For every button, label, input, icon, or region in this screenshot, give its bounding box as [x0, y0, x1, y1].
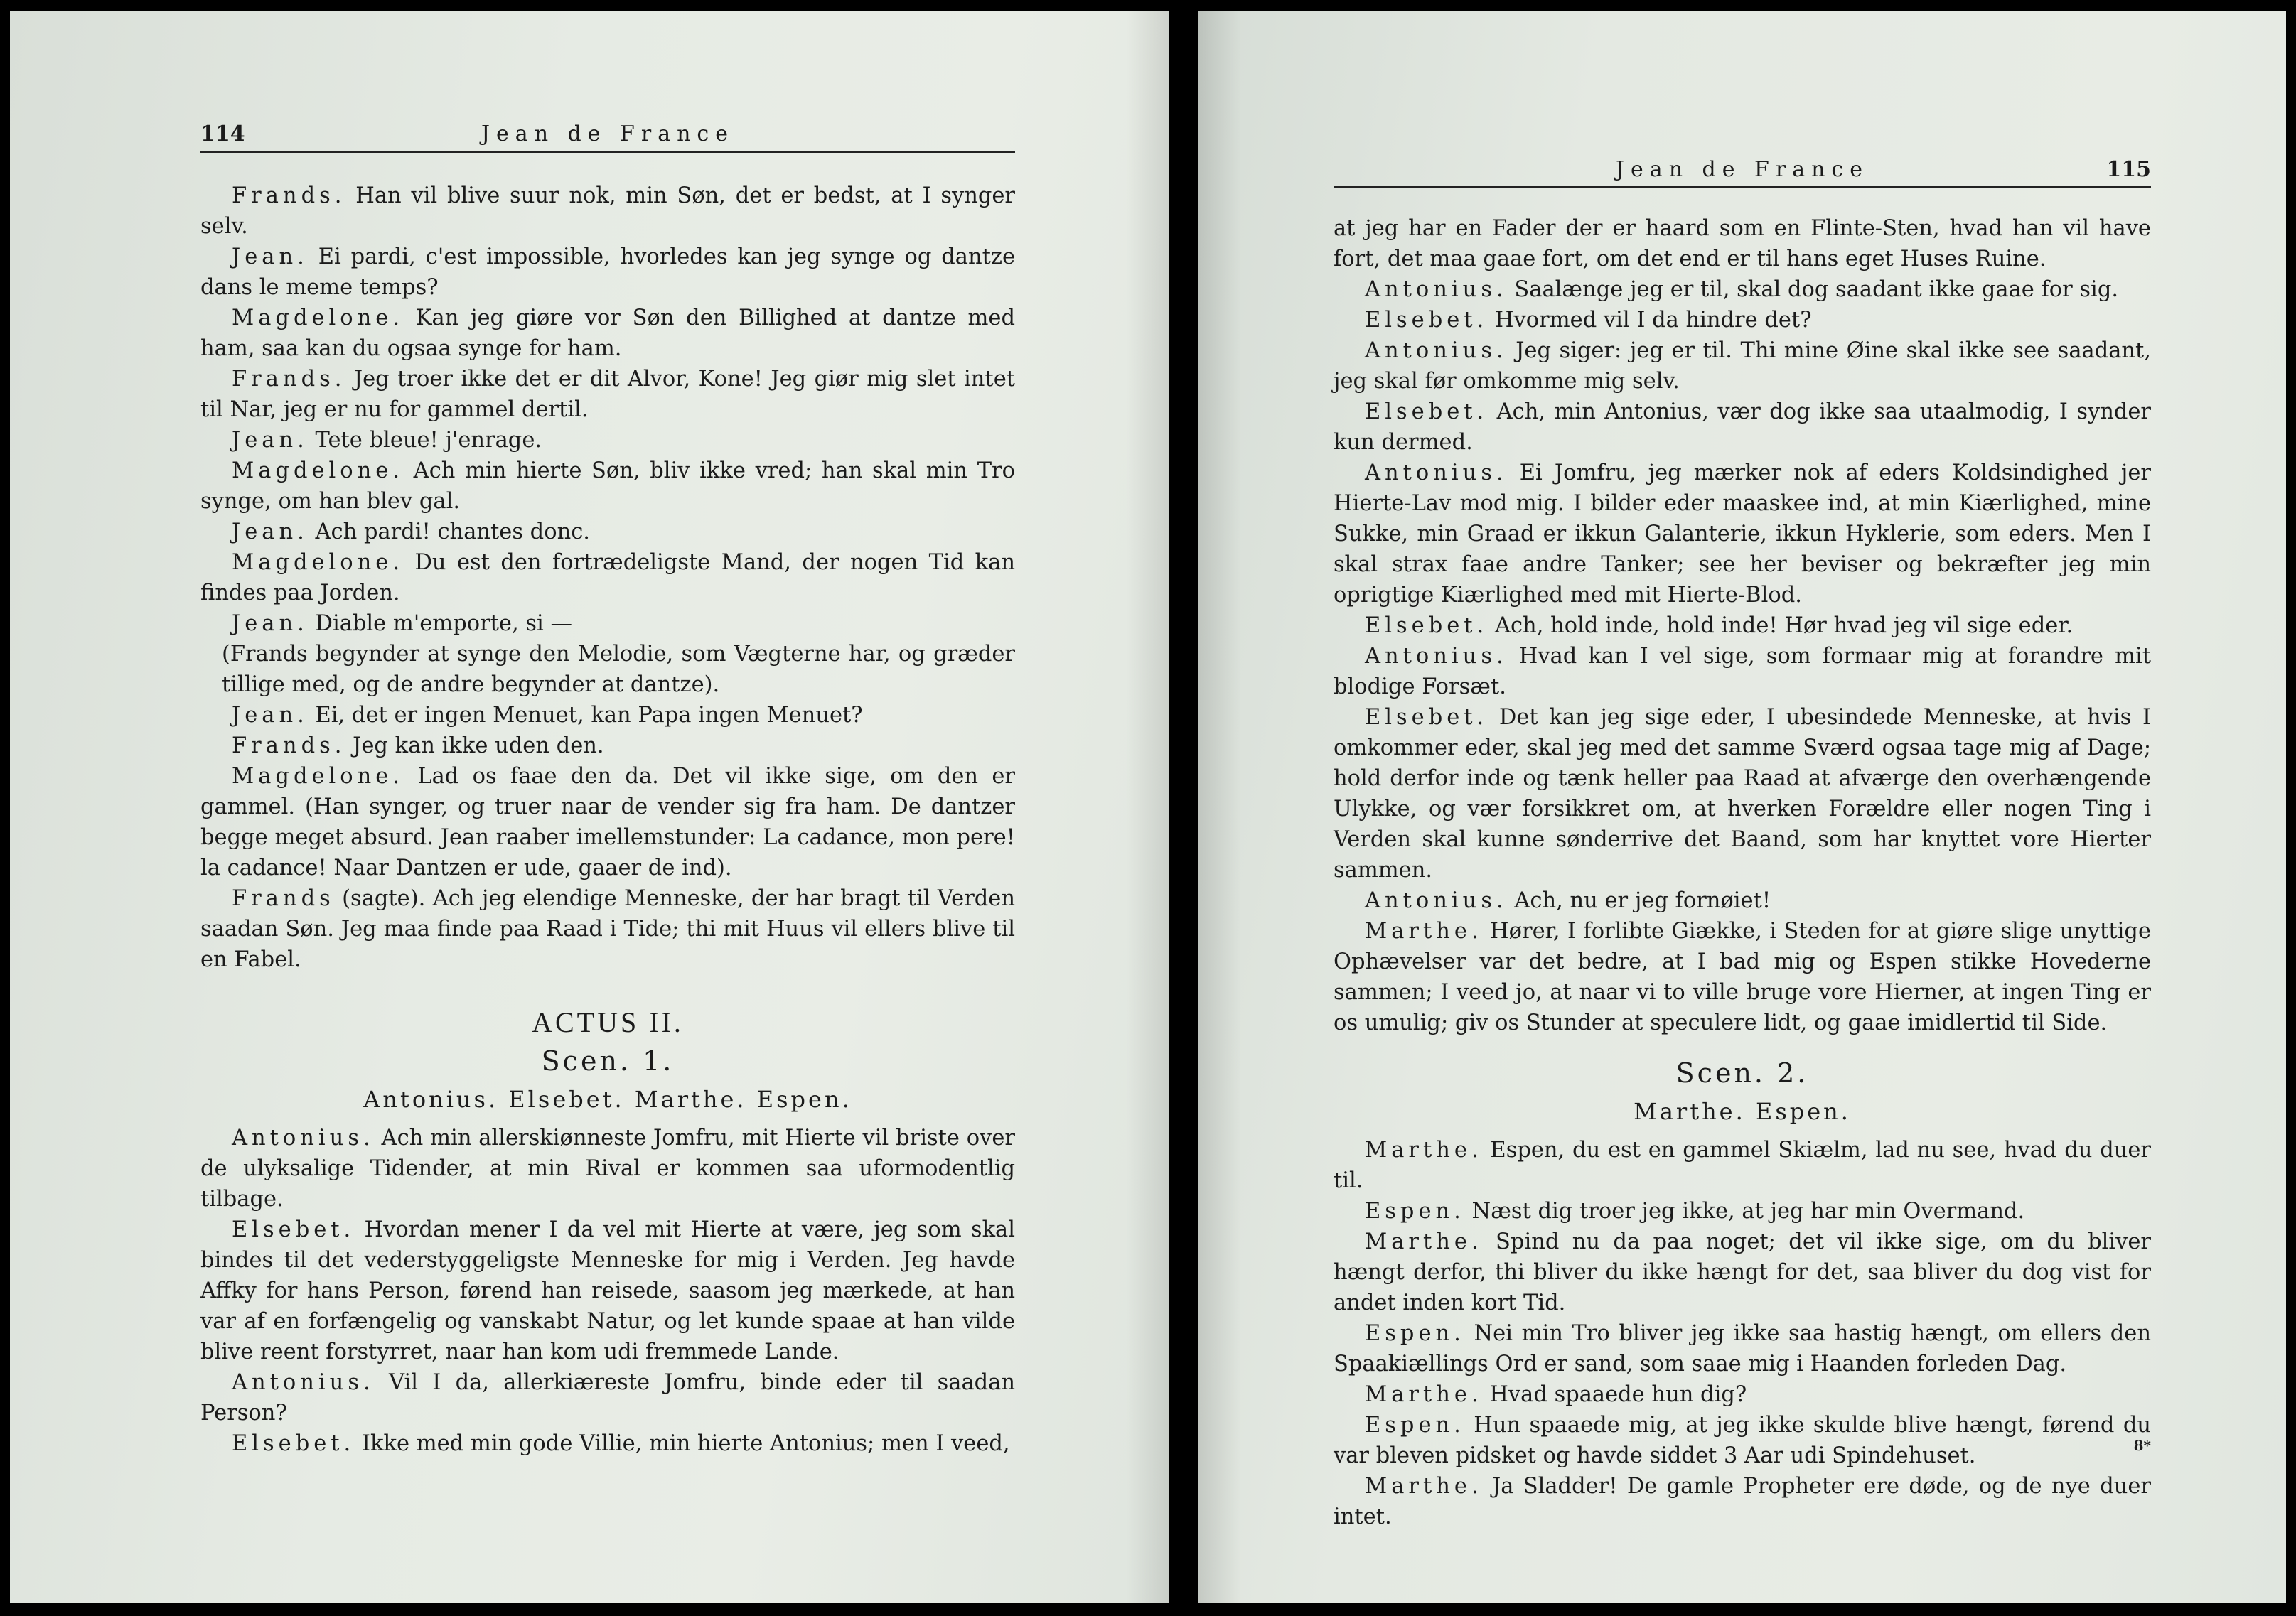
line-text: Nei min Tro bliver jeg ikke saa hastig hængt, om ellers den Spaakiællings Ord er sand, som saae mig i Haanden forleden Dag. [1334, 1321, 2151, 1377]
line-text: Du est den fortrædeligste Mand, der nogen Tid kan findes paa Jorden. [200, 550, 1015, 605]
scene-title: Scen. 1. [541, 1045, 675, 1077]
dialogue-line [200, 731, 1015, 761]
act-title: ACTUS II. [532, 1006, 684, 1038]
dialogue-line [200, 364, 1015, 425]
speaker-name: Marthe. [1365, 1229, 1483, 1254]
scene-title: Scen. 2. [1675, 1057, 1809, 1089]
dialogue-line [200, 242, 1015, 303]
line-text: Ach pardi! chantes donc. [308, 519, 590, 544]
speaker-name: Antonius. [1365, 644, 1508, 669]
dialogue-line [1334, 1471, 2151, 1532]
dialogue-line [1334, 1227, 2151, 1318]
page-number: 114 [200, 122, 245, 146]
dialogue-line [200, 517, 1015, 547]
dialogue-line [1334, 885, 2151, 916]
speaker-name: Elsebet. [1365, 399, 1488, 424]
line-text: Ach, hold inde, hold inde! Hør hvad jeg vil sige eder. [1488, 613, 2074, 638]
speaker-name: Espen. [1365, 1413, 1465, 1438]
speaker-name: Magdelone. [232, 550, 404, 575]
dialogue-line [1334, 610, 2151, 641]
line-text: Diable m'emporte, si — [308, 611, 572, 636]
dialogue-line [200, 425, 1015, 456]
speaker-name: Magdelone. [232, 458, 404, 483]
speaker-name: Espen. [1365, 1199, 1465, 1224]
dialogue-line [200, 1214, 1015, 1367]
dialogue-line [200, 761, 1015, 883]
speaker-name: Antonius. [1365, 888, 1508, 913]
dialogue-line [1334, 397, 2151, 458]
line-text: Tete bleue! j'enrage. [308, 428, 542, 453]
dialogue-line [1334, 702, 2151, 885]
line-text: Espen, du est en gammel Skiælm, lad nu see, hvad du duer til. [1334, 1138, 2151, 1193]
speaker-name: Frands. [232, 183, 346, 208]
line-text: Spind nu da paa noget; det vil ikke sige, om du bliver hængt derfor, thi bliver du ikke hængt for det, saa bliver du dog vist for andet inden kort Tid. [1334, 1229, 2151, 1315]
running-head: Jean de France [481, 122, 734, 146]
text-body [200, 181, 1015, 1459]
signature-mark: 8* [2133, 1437, 2151, 1454]
line-text: Jeg siger: jeg er til. Thi mine Øine skal ikke see saadant, jeg skal før omkomme mig selv. [1334, 338, 2151, 394]
dialogue-line [1334, 1318, 2151, 1379]
dialogue-line [200, 303, 1015, 364]
dialogue-line [1334, 1196, 2151, 1227]
dialogue-line [1334, 641, 2151, 702]
page-number: 115 [2106, 157, 2151, 182]
dialogue-line [200, 700, 1015, 731]
line-text: Han vil blive suur nok, min Søn, det er bedst, at I synger selv. [200, 183, 1015, 239]
line-text: Hun spaaede mig, at jeg ikke skulde blive hængt, førend du var bleven pidsket og havde siddet 3 Aar udi Spindehuset. [1334, 1413, 2151, 1468]
dialogue-line [1334, 458, 2151, 610]
speaker-name: Jean. [232, 703, 309, 728]
line-text: Hvordan mener I da vel mit Hierte at være, jeg som skal bindes til det vederstyggeligste Menneske for mig i Verden. Jeg havde Affky for hans Person, førend han reisede, saasom jeg mærkede, at han var af en forfængelig og vanskabt Natur, og let kunde spaae at han vilde blive reent forstyrret, naar han kom udi fremmede Lande. [200, 1217, 1015, 1364]
speaker-name: Marthe. [1365, 919, 1483, 944]
dialogue-line [200, 181, 1015, 242]
line-text: Hører, I forlibte Giække, i Steden for at giøre slige unyttige Ophævelser var det bedre, at I bad mig og Espen stikke Hovederne sammen; I veed jo, at naar vi to ville bruge vore Hierner, at ingen Ting er os umulig; giv os Stunder at speculere lidt, og gaae imidlertid til Side. [1334, 919, 2151, 1035]
dialogue-line [1334, 916, 2151, 1038]
speaker-name: Antonius. [232, 1370, 375, 1395]
line-text: (sagte). Ach jeg elendige Menneske, der har bragt til Verden saadan Søn. Jeg maa finde paa Raad i Tide; thi mit Huus vil ellers blive til en Fabel. [200, 886, 1015, 972]
dialogue-line [1334, 213, 2151, 274]
dialogue-line [200, 1123, 1015, 1214]
speaker-name: Jean. [232, 611, 309, 636]
speaker-name: Antonius. [1365, 338, 1508, 363]
dialogue-block [200, 1123, 1015, 1459]
speaker-name: Antonius. [232, 1126, 375, 1151]
speaker-name: Frands. [232, 367, 346, 392]
line-text: Hvormed vil I da hindre det? [1488, 308, 1812, 333]
speaker-name: Marthe. [1365, 1138, 1483, 1163]
dialogue-line [200, 639, 1015, 700]
dialogue-line [1334, 335, 2151, 397]
speaker-name: Frands. [232, 733, 346, 758]
running-head: Jean de France [1616, 157, 1869, 182]
dialogue-line [200, 547, 1015, 608]
speaker-name: Marthe. [1365, 1474, 1483, 1499]
line-text: Ei, det er ingen Menuet, kan Papa ingen Menuet? [308, 703, 863, 728]
speaker-name: Espen. [1365, 1321, 1465, 1346]
speaker-name: Elsebet. [232, 1217, 355, 1242]
line-text: Ja Sladder! De gamle Propheter ere døde, og de nye duer intet. [1334, 1474, 2151, 1529]
line-text: Kan jeg giøre vor Søn den Billighed at dantze med ham, saa kan du ogsaa synge for ham. [200, 306, 1015, 361]
line-text: Jeg kan ikke uden den. [345, 733, 604, 758]
scene-cast: Antonius. Elsebet. Marthe. Espen. [363, 1086, 852, 1113]
line-text: Jeg troer ikke det er dit Alvor, Kone! Jeg giør mig slet intet til Nar, jeg er nu for gammel dertil. [200, 367, 1015, 422]
line-text: Ei pardi, c'est impossible, hvorledes kan jeg synge og dantze dans le meme temps? [200, 244, 1015, 300]
line-text: Ei Jomfru, jeg mærker nok af eders Koldsindighed jer Hierte-Lav mod mig. I bilder eder maaskee ind, at min Kiærlighed, mine Sukke, min Graad er ikkun Galanterie, ikkun Hyklerie, som eders. Men I skal strax faae andre Tanker; see her beviser og bekræfter jeg min oprigtige Kiærlighed med mit Hierte-Blod. [1334, 460, 2151, 608]
line-text: Det kan jeg sige eder, I ubesindede Menneske, at hvis I omkommer eder, skal jeg med det samme Sværd ogsaa tage mig af Dage; hold derfor inde og tænk heller paa Raad at afværge den overhængende Ulykke, og vær forsikkret om, at hverken Forældre eller nogen Ting i Verden skal kunne sønderrive det Baand, som har knyttet vore Hierter sammen. [1334, 705, 2151, 883]
dialogue-line [200, 1428, 1015, 1459]
speaker-name: Antonius. [1365, 277, 1508, 302]
speaker-name: Jean. [232, 244, 309, 269]
speaker-name: Jean. [232, 519, 309, 544]
text-body [1334, 213, 2151, 1532]
dialogue-block [1334, 1135, 2151, 1532]
line-text: Vil I da, allerkiæreste Jomfru, binde eder til saadan Person? [200, 1370, 1015, 1426]
right-page [1198, 11, 2286, 1603]
dialogue-block [200, 181, 1015, 975]
speaker-name: Elsebet. [1365, 705, 1488, 730]
line-text: Ach min allerskiønneste Jomfru, mit Hierte vil briste over de ulyksalige Tidender, at min Rival er kommen saa uformodentlig tilbage. [200, 1126, 1015, 1212]
line-text: Næst dig troer jeg ikke, at jeg har min Overmand. [1464, 1199, 2025, 1224]
line-text: Ach min hierte Søn, bliv ikke vred; han skal min Tro synge, om han blev gal. [200, 458, 1015, 514]
line-text: at jeg har en Fader der er haard som en Flinte-Sten, hvad han vil have fort, det maa gaae fort, om det end er til hans eget Huses Ruine. [1334, 216, 2151, 271]
dialogue-line [200, 1367, 1015, 1428]
dialogue-line [200, 883, 1015, 975]
line-text: Hvad kan I vel sige, som formaar mig at forandre mit blodige Forsæt. [1334, 644, 2151, 699]
page-header [1334, 146, 2151, 188]
left-page [10, 11, 1169, 1603]
speaker-name: Elsebet. [232, 1431, 355, 1456]
line-text: Hvad spaaede hun dig? [1482, 1382, 1747, 1407]
line-text: Ikke med min gode Villie, min hierte Antonius; men I veed, [355, 1431, 1010, 1456]
speaker-name: Marthe. [1365, 1382, 1483, 1407]
dialogue-line [1334, 1379, 2151, 1410]
line-text: Ach, nu er jeg fornøiet! [1507, 888, 1771, 913]
line-text: Saalænge jeg er til, skal dog saadant ikke gaae for sig. [1507, 277, 2119, 302]
speaker-name: Jean. [232, 428, 309, 453]
page-header [200, 111, 1015, 153]
speaker-name: Antonius. [1365, 460, 1508, 485]
speaker-name: Elsebet. [1365, 308, 1488, 333]
speaker-name: Elsebet. [1365, 613, 1488, 638]
scene-cast: Marthe. Espen. [1634, 1098, 1851, 1125]
dialogue-block [1334, 213, 2151, 1038]
dialogue-line [200, 456, 1015, 517]
line-text: Ach, min Antonius, vær dog ikke saa utaalmodig, I synder kun dermed. [1334, 399, 2151, 455]
dialogue-line [1334, 274, 2151, 305]
speaker-name: Magdelone. [232, 306, 404, 330]
dialogue-line [200, 608, 1015, 639]
dialogue-line [1334, 1410, 2151, 1471]
spine-shadow [1198, 11, 1241, 1603]
dialogue-line [1334, 305, 2151, 335]
spine-shadow [1126, 11, 1169, 1603]
line-text: (Frands begynder at synge den Melodie, som Vægterne har, og græder tillige med, og de andre begynder at dantze). [222, 642, 1015, 697]
dialogue-line [1334, 1135, 2151, 1196]
speaker-name: Magdelone. [232, 764, 404, 789]
speaker-name: Frands [232, 886, 335, 911]
line-text: Lad os faae den da. Det vil ikke sige, om den er gammel. (Han synger, og truer naar de vender sig fra ham. De dantzer begge meget absurd. Jean raaber imellemstunder: La cadance, mon pere! la cadance! Naar Dantzen er ude, gaaer de ind). [200, 764, 1015, 880]
